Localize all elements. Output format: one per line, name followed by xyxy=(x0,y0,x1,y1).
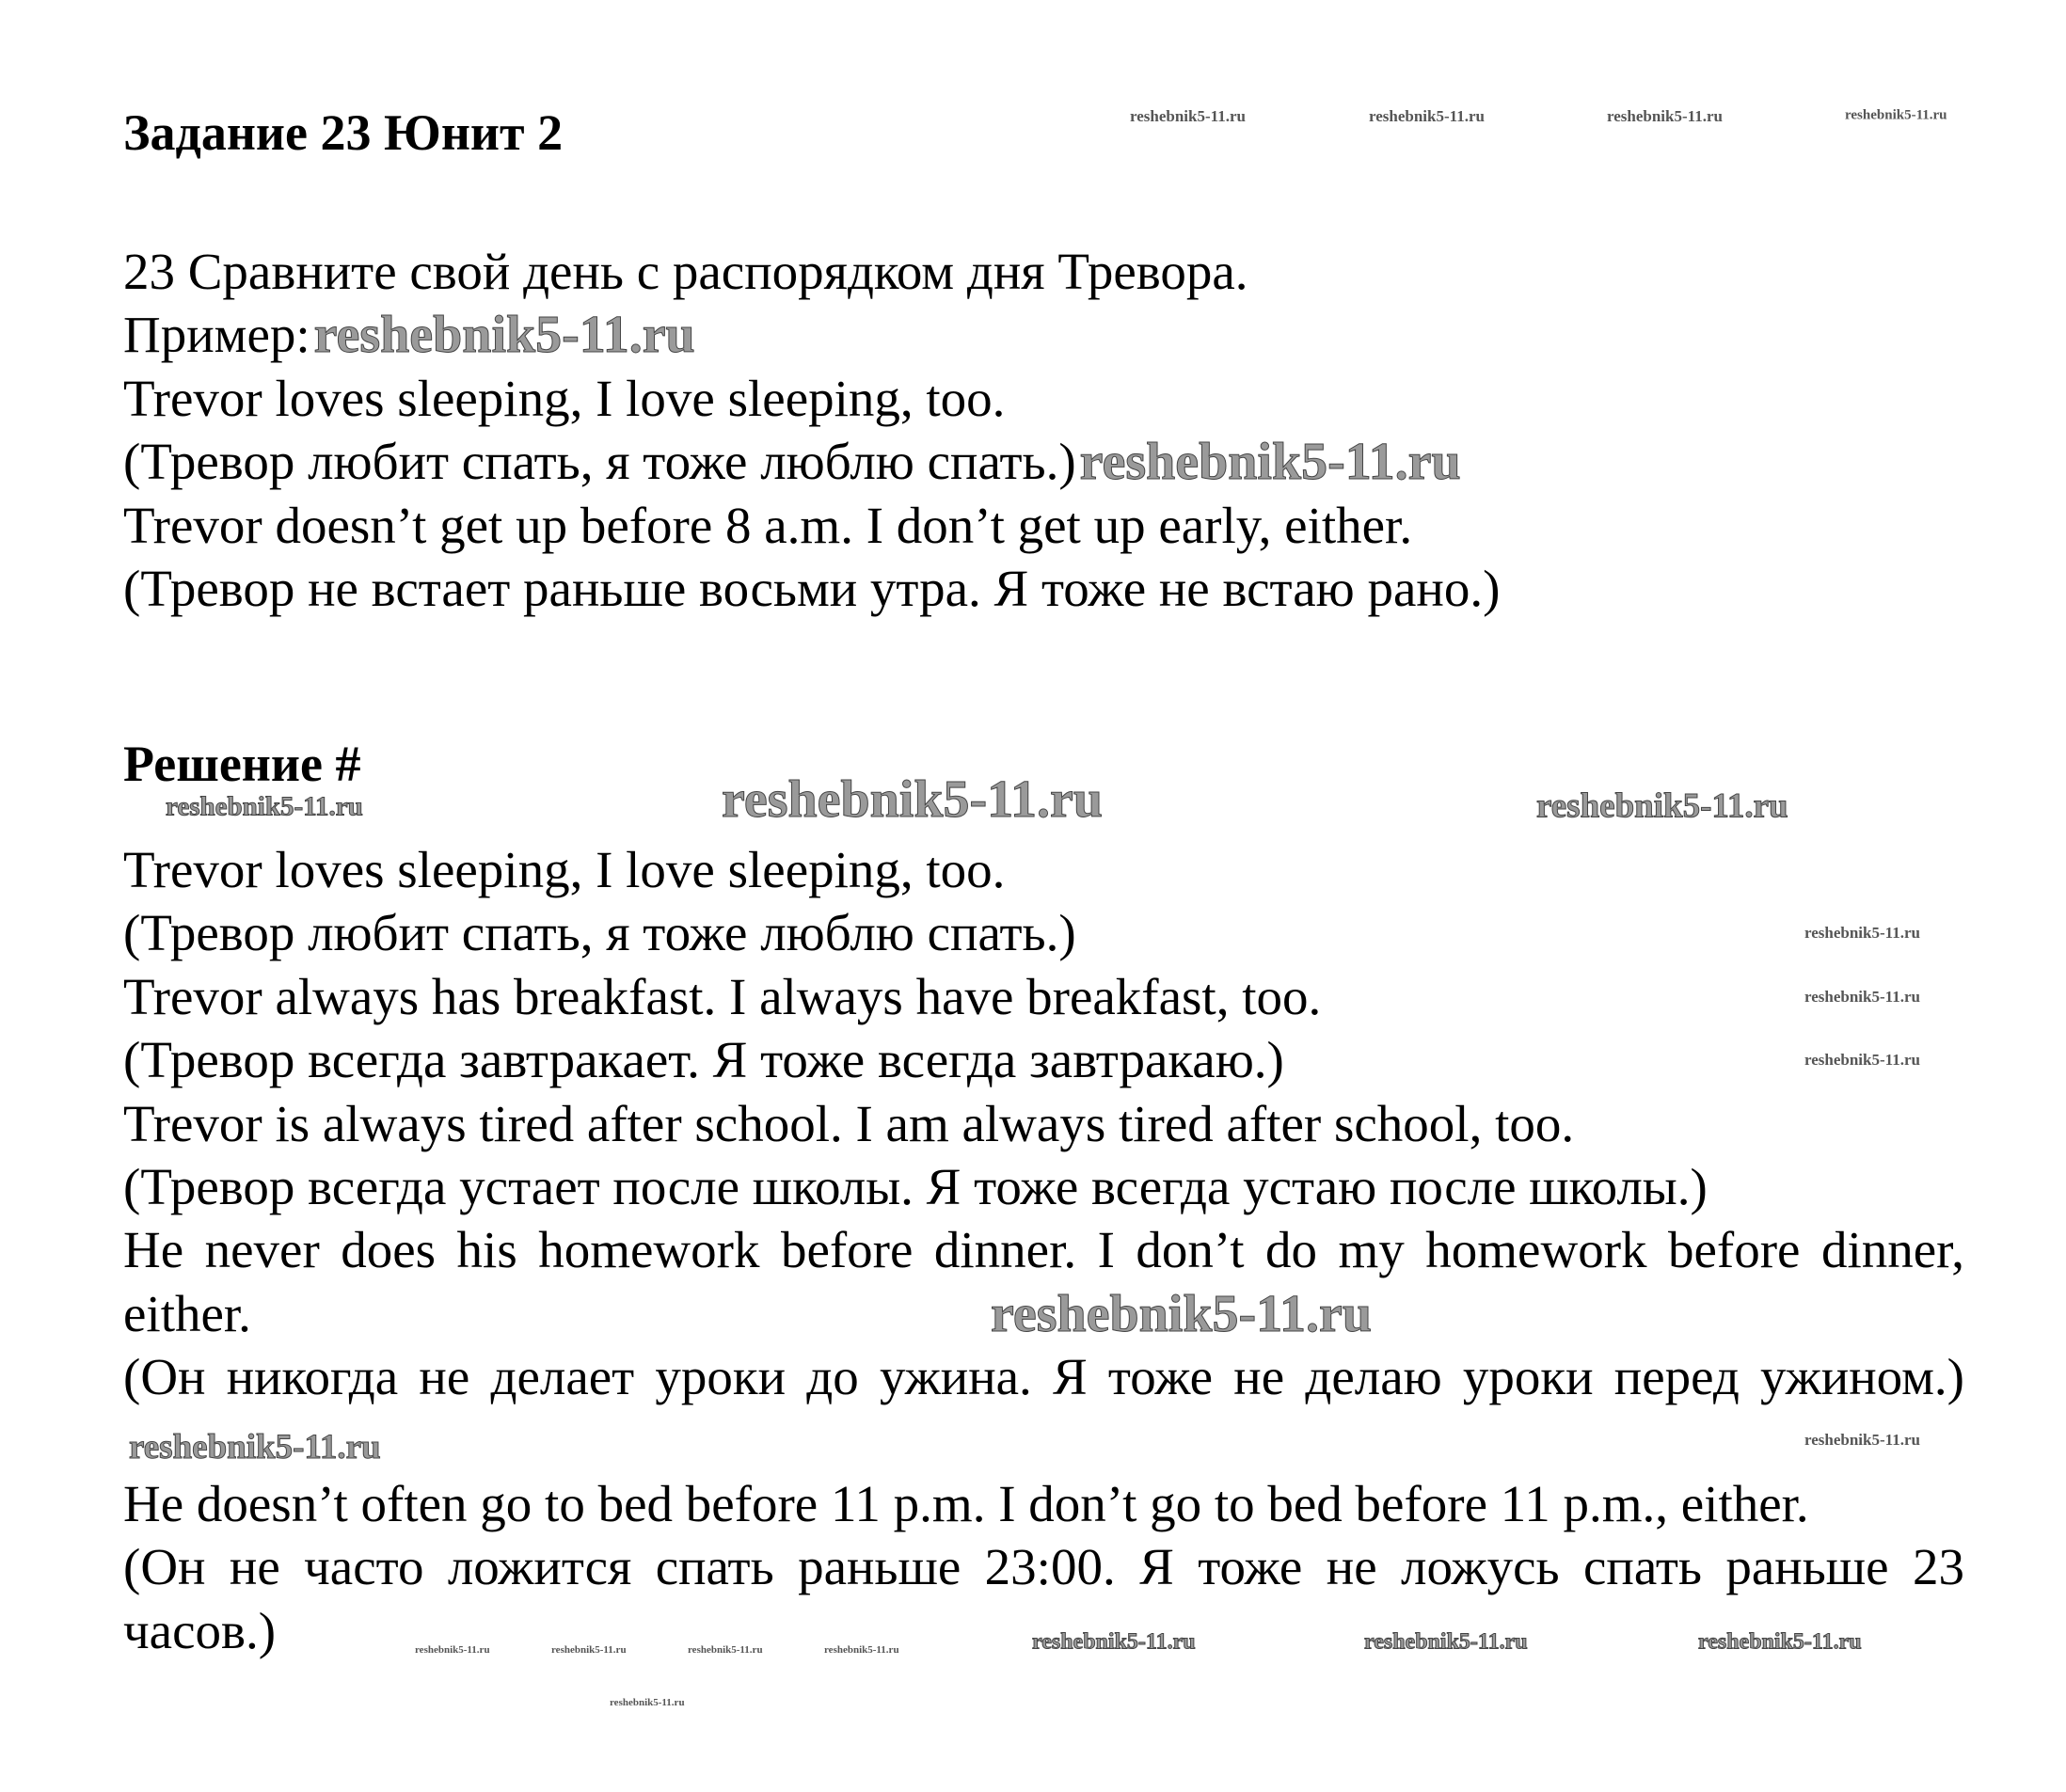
solution-paragraph: Trevor loves sleeping, I love sleeping, too. xyxy=(123,841,1006,898)
watermark: reshebnik5-11.ru xyxy=(1032,1629,1196,1655)
watermark: reshebnik5-11.ru xyxy=(1804,1051,1920,1069)
watermark: reshebnik5-11.ru xyxy=(1079,433,1461,492)
watermark: reshebnik5-11.ru xyxy=(1804,988,1920,1006)
watermark: reshebnik5-11.ru xyxy=(1130,107,1246,125)
solution-paragraph: He doesn’t often go to bed before 11 p.m. I don’t go to bed before 11 p.m., either. xyxy=(123,1475,1809,1533)
watermark: reshebnik5-11.ru xyxy=(1536,786,1788,826)
solution-paragraph: (Он не часто ложится спать раньше 23:00. Я тоже не ложусь спать раньше 23 часов.) xyxy=(123,1538,1964,1659)
example-line: (Тревор любит спать, я тоже люблю спать.) xyxy=(123,433,1076,491)
solution-paragraph: (Тревор всегда завтракает. Я тоже всегда завтракаю.) xyxy=(123,1031,1284,1089)
watermark: reshebnik5-11.ru xyxy=(991,1285,1373,1343)
watermark: reshebnik5-11.ru xyxy=(1369,107,1485,125)
watermark: reshebnik5-11.ru xyxy=(688,1644,763,1656)
solution-paragraph: (Тревор любит спать, я тоже люблю спать.) xyxy=(123,904,1076,962)
solution-paragraph-wrap xyxy=(123,1345,1964,1472)
example-line: (Тревор не встает раньше восьми утра. Я тоже не встаю рано.) xyxy=(123,560,1501,618)
example-label: Пример: xyxy=(123,306,310,364)
watermark: reshebnik5-11.ru xyxy=(1804,1431,1920,1449)
solution-paragraph: (Он никогда не делает уроки до ужина. Я тоже не делаю уроки перед ужином.) xyxy=(123,1348,1964,1406)
solution-text xyxy=(123,838,1964,1662)
page-title: Задание 23 Юнит 2 xyxy=(123,104,564,161)
watermark: reshebnik5-11.ru xyxy=(824,1644,899,1656)
watermark: reshebnik5-11.ru xyxy=(1364,1629,1528,1655)
task-text xyxy=(123,240,1964,620)
solution-paragraph: He never does his homework before dinner. I don’t do my homework before dinner, either. xyxy=(123,1221,1964,1342)
watermark: reshebnik5-11.ru xyxy=(1804,924,1920,942)
watermark: reshebnik5-11.ru xyxy=(551,1644,627,1656)
watermark: reshebnik5-11.ru xyxy=(722,770,1104,829)
watermark: reshebnik5-11.ru xyxy=(313,306,695,365)
task-instruction: 23 Сравните свой день с распорядком дня Тревора. xyxy=(123,243,1248,300)
watermark: reshebnik5-11.ru xyxy=(415,1644,490,1656)
solution-heading: Решение # xyxy=(123,736,361,792)
watermark: reshebnik5-11.ru xyxy=(1845,107,1947,123)
solution-paragraph: Trevor is always tired after school. I am always tired after school, too. xyxy=(123,1094,1575,1152)
example-line-wrap xyxy=(123,430,1964,493)
solution-paragraph: (Тревор всегда устает после школы. Я тоже всегда устаю после школы.) xyxy=(123,1158,1708,1216)
solution-paragraph: Trevor always has breakfast. I always have breakfast, too. xyxy=(123,967,1322,1025)
watermark: reshebnik5-11.ru xyxy=(1607,107,1723,125)
watermark: reshebnik5-11.ru xyxy=(610,1697,685,1708)
watermark: reshebnik5-11.ru xyxy=(129,1427,381,1467)
watermark: reshebnik5-11.ru xyxy=(166,791,363,822)
example-label-line xyxy=(123,303,1964,366)
example-line: Trevor doesn’t get up before 8 a.m. I don’t get up early, either. xyxy=(123,496,1413,554)
example-line: Trevor loves sleeping, I love sleeping, too. xyxy=(123,369,1006,427)
watermark: reshebnik5-11.ru xyxy=(1698,1629,1862,1655)
